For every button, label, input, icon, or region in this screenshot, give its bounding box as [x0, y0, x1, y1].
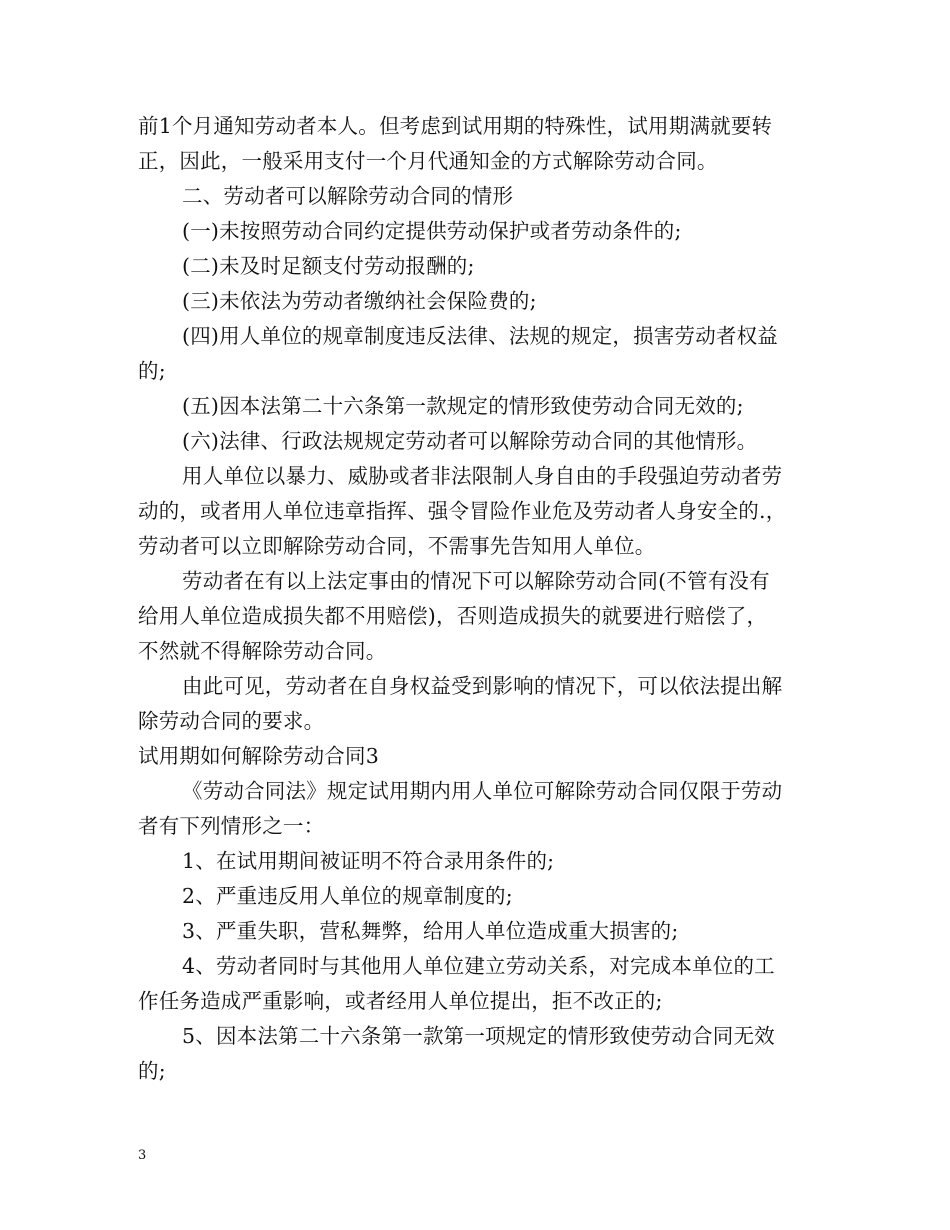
- text-line: 由此可见，劳动者在自身权益受到影响的情况下，可以依法提出解: [182, 674, 783, 698]
- text-line: 正，因此，一般采用支付一个月代通知金的方式解除劳动合同。: [138, 149, 718, 173]
- text-line: 1、在试用期间被证明不符合录用条件的;: [182, 849, 555, 873]
- text-line: 2、严重违反用人单位的规章制度的;: [182, 884, 513, 908]
- text-line: 动的，或者用人单位违章指挥、强令冒险作业危及劳动者人身安全的.，: [138, 499, 787, 523]
- text-line: 用人单位以暴力、威胁或者非法限制人身自由的手段强迫劳动者劳: [182, 464, 783, 488]
- text-line: (五)因本法第二十六条第一款规定的情形致使劳动合同无效的;: [182, 394, 744, 418]
- text-line: (六)法律、行政法规规定劳动者可以解除劳动合同的其他情形。: [182, 429, 758, 453]
- text-line: 3、严重失职，营私舞弊，给用人单位造成重大损害的;: [182, 919, 679, 943]
- text-line: 给用人单位造成损失都不用赔偿)，否则造成损失的就要进行赔偿了，: [138, 604, 768, 628]
- text-line: 作任务造成严重影响，或者经用人单位提出，拒不改正的;: [138, 989, 663, 1013]
- text-line: (一)未按照劳动合同约定提供劳动保护或者劳动条件的;: [182, 219, 682, 243]
- text-line: 除劳动合同的要求。: [138, 709, 325, 733]
- text-line: 劳动者在有以上法定事由的情况下可以解除劳动合同(不管有没有: [182, 569, 770, 593]
- document-body: [138, 109, 828, 1089]
- text-line: 的;: [138, 1059, 166, 1083]
- page-number: 3: [138, 1148, 147, 1163]
- text-line: 4、劳动者同时与其他用人单位建立劳动关系，对完成本单位的工: [182, 954, 775, 978]
- text-line: 5、因本法第二十六条第一款第一项规定的情形致使劳动合同无效: [182, 1024, 775, 1048]
- text-line: 前1个月通知劳动者本人。但考虑到试用期的特殊性，试用期满就要转: [138, 114, 773, 138]
- text-line: (四)用人单位的规章制度违反法律、法规的规定，损害劳动者权益: [182, 324, 778, 348]
- text-line: 的;: [138, 359, 166, 383]
- text-line: 不然就不得解除劳动合同。: [138, 639, 387, 663]
- text-line: (三)未依法为劳动者缴纳社会保险费的;: [182, 289, 537, 313]
- text-line: 者有下列情形之一：: [138, 814, 325, 838]
- text-line: 劳动者可以立即解除劳动合同，不需事先告知用人单位。: [138, 534, 656, 558]
- text-line: 二、劳动者可以解除劳动合同的情形: [182, 184, 514, 208]
- text-line: (二)未及时足额支付劳动报酬的;: [182, 254, 475, 278]
- text-line: 试用期如何解除劳动合同3: [138, 744, 379, 768]
- text-line: 《劳动合同法》规定试用期内用人单位可解除劳动合同仅限于劳动: [182, 779, 783, 803]
